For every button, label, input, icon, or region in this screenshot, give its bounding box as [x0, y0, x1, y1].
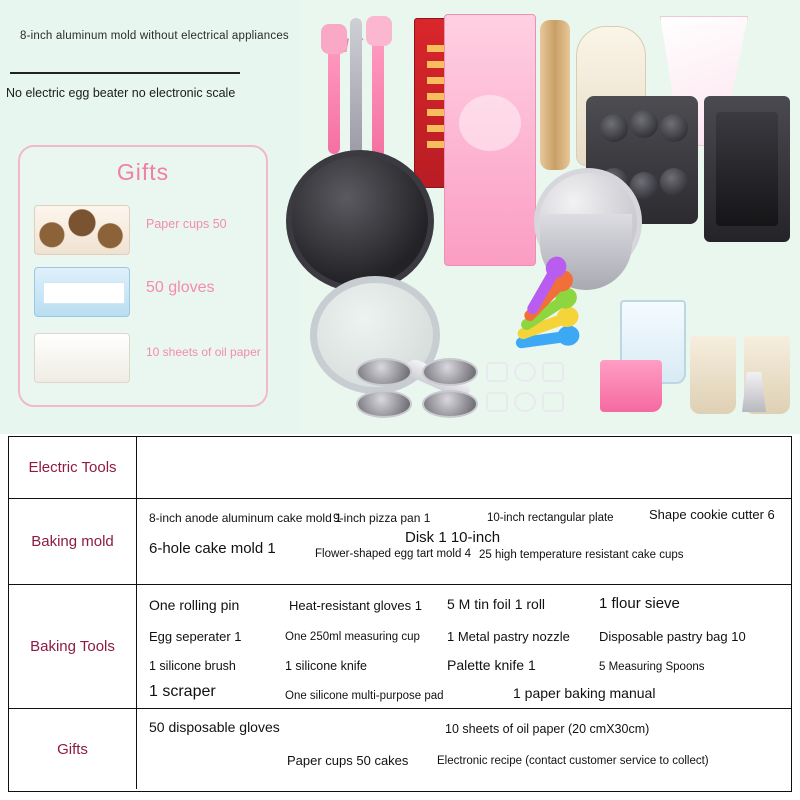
table-cell: 9-inch pizza pan 1 [333, 511, 431, 525]
gifts-card [18, 145, 268, 407]
table-cell: 8-inch anode aluminum cake mold 1 [149, 511, 342, 525]
spec-table [8, 436, 792, 792]
table-cell: 10 sheets of oil paper (20 cmX30cm) [445, 722, 650, 736]
table-cell: 1 silicone brush [149, 659, 236, 673]
divider-rule [10, 72, 240, 74]
promo-headline: 8-inch aluminum mold without electrical appliances [20, 30, 289, 42]
table-cell: Shape cookie cutter 6 [649, 507, 775, 522]
table-cell: Heat-resistant gloves 1 [289, 598, 422, 613]
row-label-electric-tools: Electric Tools [9, 437, 137, 498]
silicone-spatulas-photo [320, 10, 404, 160]
row-label-baking-mold: Baking mold [9, 499, 137, 584]
rectangular-plate-photo [704, 96, 790, 242]
paper-cups-icon [34, 205, 130, 255]
table-cell: Disposable pastry bag 10 [599, 629, 746, 644]
table-cell: 1 paper baking manual [513, 685, 656, 701]
table-cell: 1 Metal pastry nozzle [447, 629, 570, 644]
gift-item-label: Paper cups 50 [146, 217, 227, 231]
gift-item-label: 10 sheets of oil paper [146, 345, 261, 359]
table-cell: Paper cups 50 cakes [287, 753, 409, 768]
table-cell: 25 high temperature resistant cake cups [479, 549, 684, 561]
gift-item-label: 50 gloves [146, 279, 215, 296]
pizza-pan-photo [286, 150, 434, 292]
table-cell: 1 flour sieve [599, 595, 680, 612]
row-label-baking-tools: Baking Tools [9, 585, 137, 708]
table-cell: 6-hole cake mold 1 [149, 540, 276, 557]
gloves-box-icon [34, 267, 130, 317]
table-cell: 5 M tin foil 1 roll [447, 596, 546, 612]
table-cell: 1 scraper [149, 683, 216, 700]
row-content-electric-tools [137, 437, 791, 498]
table-row [9, 585, 791, 709]
table-cell: 50 disposable gloves [149, 719, 280, 735]
row-content-baking-tools [137, 585, 791, 708]
table-row [9, 709, 791, 789]
table-cell: 10-inch rectangular plate [487, 512, 614, 524]
table-cell: One 250ml measuring cup [285, 631, 420, 643]
row-content-gifts [137, 709, 791, 789]
table-cell: 1 silicone knife [285, 659, 367, 673]
egg-tart-molds-photo [356, 358, 488, 422]
promo-subline: No electric egg beater no electronic scale [6, 86, 236, 100]
table-cell: Disk 1 10-inch [405, 529, 501, 546]
table-cell: 5 Measuring Spoons [599, 661, 705, 673]
table-cell: One silicone multi-purpose pad [285, 690, 444, 702]
cookie-cutters-photo [486, 362, 586, 422]
row-content-baking-mold [137, 499, 791, 584]
rolling-pin-photo [540, 20, 570, 170]
table-cell: One rolling pin [149, 597, 240, 613]
table-cell: Flower-shaped egg tart mold 4 [315, 548, 471, 560]
silicone-mat-package-photo [444, 14, 536, 266]
gifts-card-title: Gifts [116, 159, 170, 185]
table-row [9, 437, 791, 499]
gift-item-paper-cups [34, 205, 256, 257]
gift-item-gloves [34, 267, 256, 319]
table-cell: Palette knife 1 [447, 657, 536, 673]
table-cell: Electronic recipe (contact customer service to collect) [437, 755, 709, 767]
table-cell: Egg seperater 1 [149, 629, 242, 644]
row-label-gifts: Gifts [9, 709, 137, 789]
cake-cups-photo [690, 336, 794, 416]
gift-item-oil-paper [34, 333, 261, 397]
table-row [9, 499, 791, 585]
scraper-photo [600, 360, 662, 412]
oil-paper-icon [34, 333, 130, 383]
